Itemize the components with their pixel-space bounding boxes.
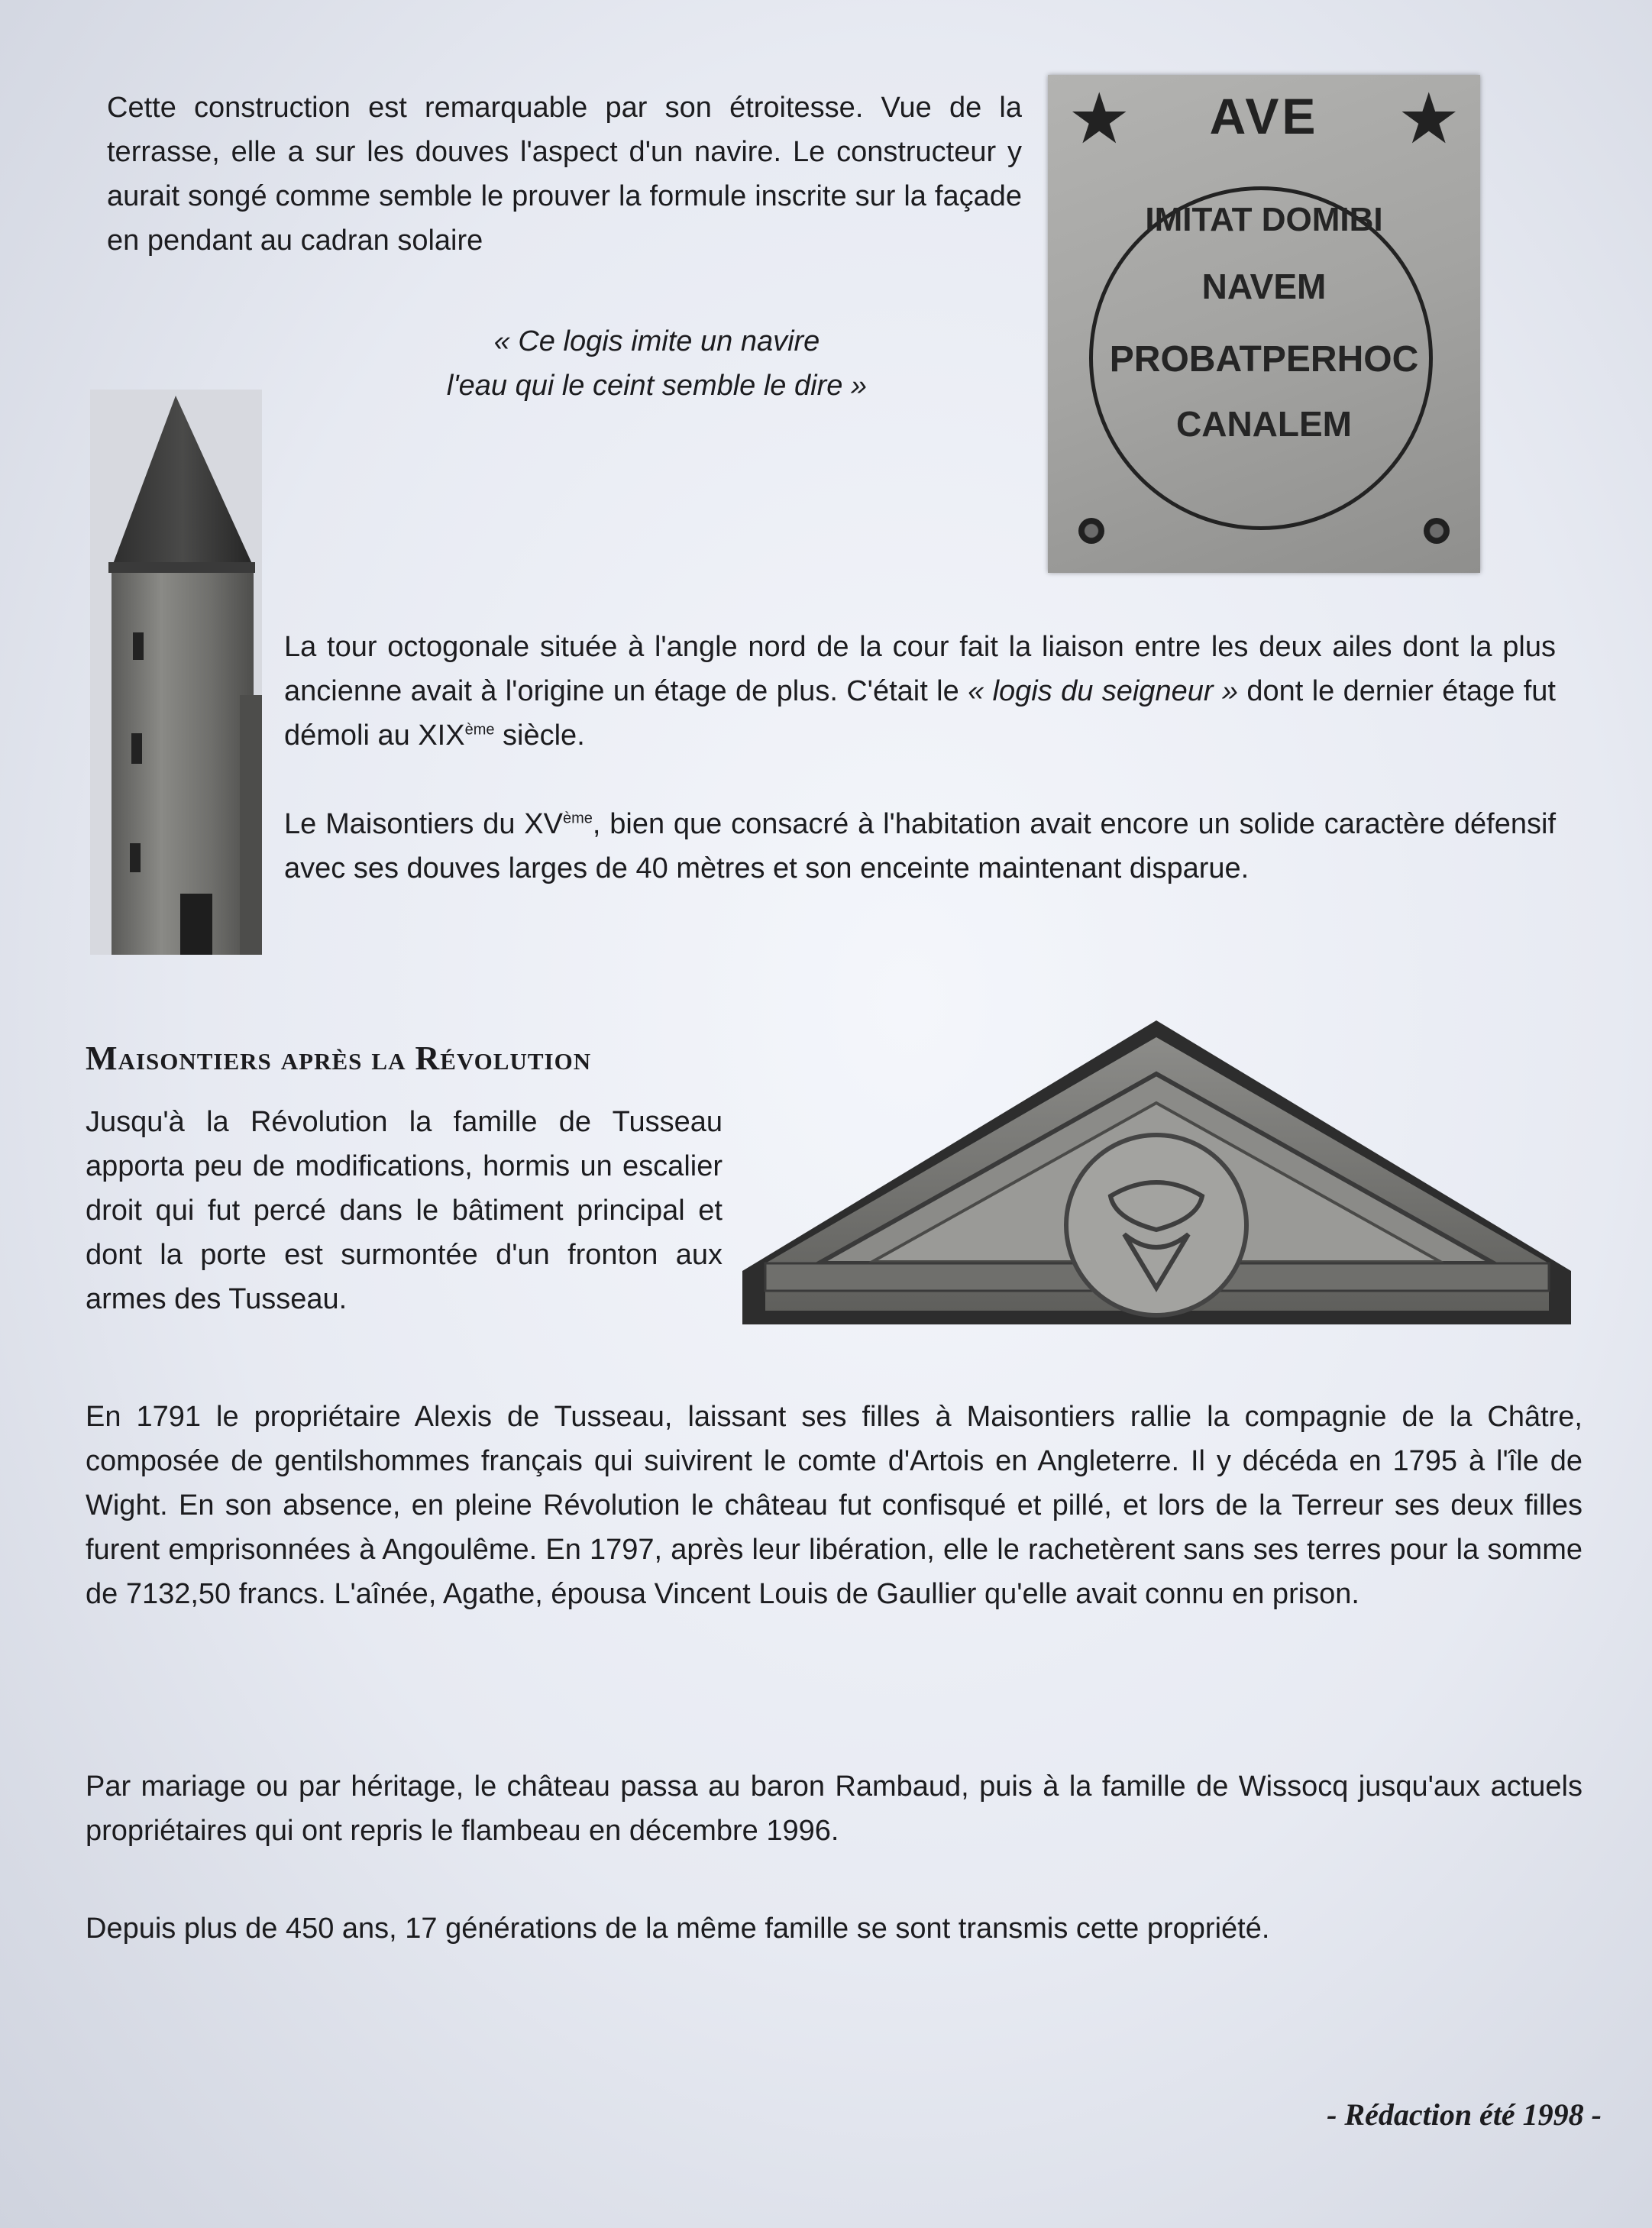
inscription-plaque-image (1048, 75, 1480, 573)
paragraph-1791: En 1791 le propriétaire Alexis de Tusseau, laissant ses filles à Maisontiers rallie la compagnie de la Châtre, composée de gentilshommes français qui suivirent le comte d'Artois en Angleterre. Il y décéda en 1795 à l'île de Wight. En son absence, en pleine Révolution le château fut confisqué et pillé, et lors de la Terreur ses deux filles furent emprisonnées à Angoulême. En 1797, après leur libération, elle le rachetèrent sans ses terres pour la somme de 7132,50 francs. L'aînée, Agathe, épousa Vincent Louis de Gaullier qu'elle avait connu en prison. (86, 1401, 1582, 1610)
defense-text-1: Le Maisontiers du XV (284, 808, 563, 840)
plaque-line-2: NAVEM (1201, 267, 1327, 306)
bolt-icon (1424, 518, 1450, 544)
star-icon: ★ (1068, 80, 1131, 158)
tower-text-italic: « logis du seigneur » (968, 675, 1238, 707)
section-title: Maisontiers après la Révolution (86, 1040, 592, 1077)
tower-paragraph (284, 625, 1556, 758)
bolt-icon (1078, 518, 1104, 544)
plaque-ave-text: AVE (1209, 88, 1319, 144)
tower-text-3: siècle. (494, 719, 585, 752)
plaque-line-1: IMITAT DOMIBI (1145, 201, 1383, 238)
intro-paragraph: Cette construction est remarquable par son étroitesse. Vue de la terrasse, elle a sur les douves l'aspect d'un navire. Le constructeur y aurait songé comme semble le prouver la formule inscrite sur la façade en pendant au cadran solaire (107, 92, 1022, 257)
defense-text-2: , bien que consacré à l'habitation avait encore un solide caractère défensif avec ses douves larges de 40 mètres et son enceinte maintenant disparue. (284, 808, 1557, 884)
plaque-line-4: CANALEM (1176, 404, 1352, 444)
quote-line-1: « Ce logis imite un navire (493, 325, 820, 357)
pediment-image (742, 1019, 1571, 1324)
quote-line-2: l'eau qui le ceint semble le dire » (446, 370, 868, 402)
revolution-paragraph: Jusqu'à la Révolution la famille de Tusseau apporta peu de modifications, hormis un escalier droit qui fut percé dans le bâtiment principal et dont la porte est surmontée d'un fronton aux armes des Tusseau. (86, 1106, 723, 1315)
tower-image (90, 390, 262, 955)
paragraph-heritage: Par mariage ou par héritage, le château passa au baron Rambaud, puis à la famille de Wissocq jusqu'aux actuels propriétaires qui ont repris le flambeau en décembre 1996. (86, 1770, 1582, 1847)
tower-text-2: dont le dernier étage fut démoli au XIX (284, 675, 1556, 752)
defense-text-sup: ème (562, 810, 593, 827)
paragraph-generations: Depuis plus de 450 ans, 17 générations de la même famille se sont transmis cette propriété. (86, 1913, 1270, 1945)
plaque-line-3: PROBATPERHOC (1109, 339, 1419, 380)
footer-credit: - Rédaction été 1998 - (1327, 2097, 1602, 2132)
defense-paragraph (284, 802, 1556, 891)
tower-text-1: La tour octogonale située à l'angle nord de la cour fait la liaison entre les deux ailes dont la plus ancienne avait à l'origine un étage de plus. C'était le (284, 631, 1556, 707)
quote-block (367, 319, 947, 408)
star-icon: ★ (1397, 80, 1460, 158)
tower-text-sup: ème (464, 721, 495, 739)
